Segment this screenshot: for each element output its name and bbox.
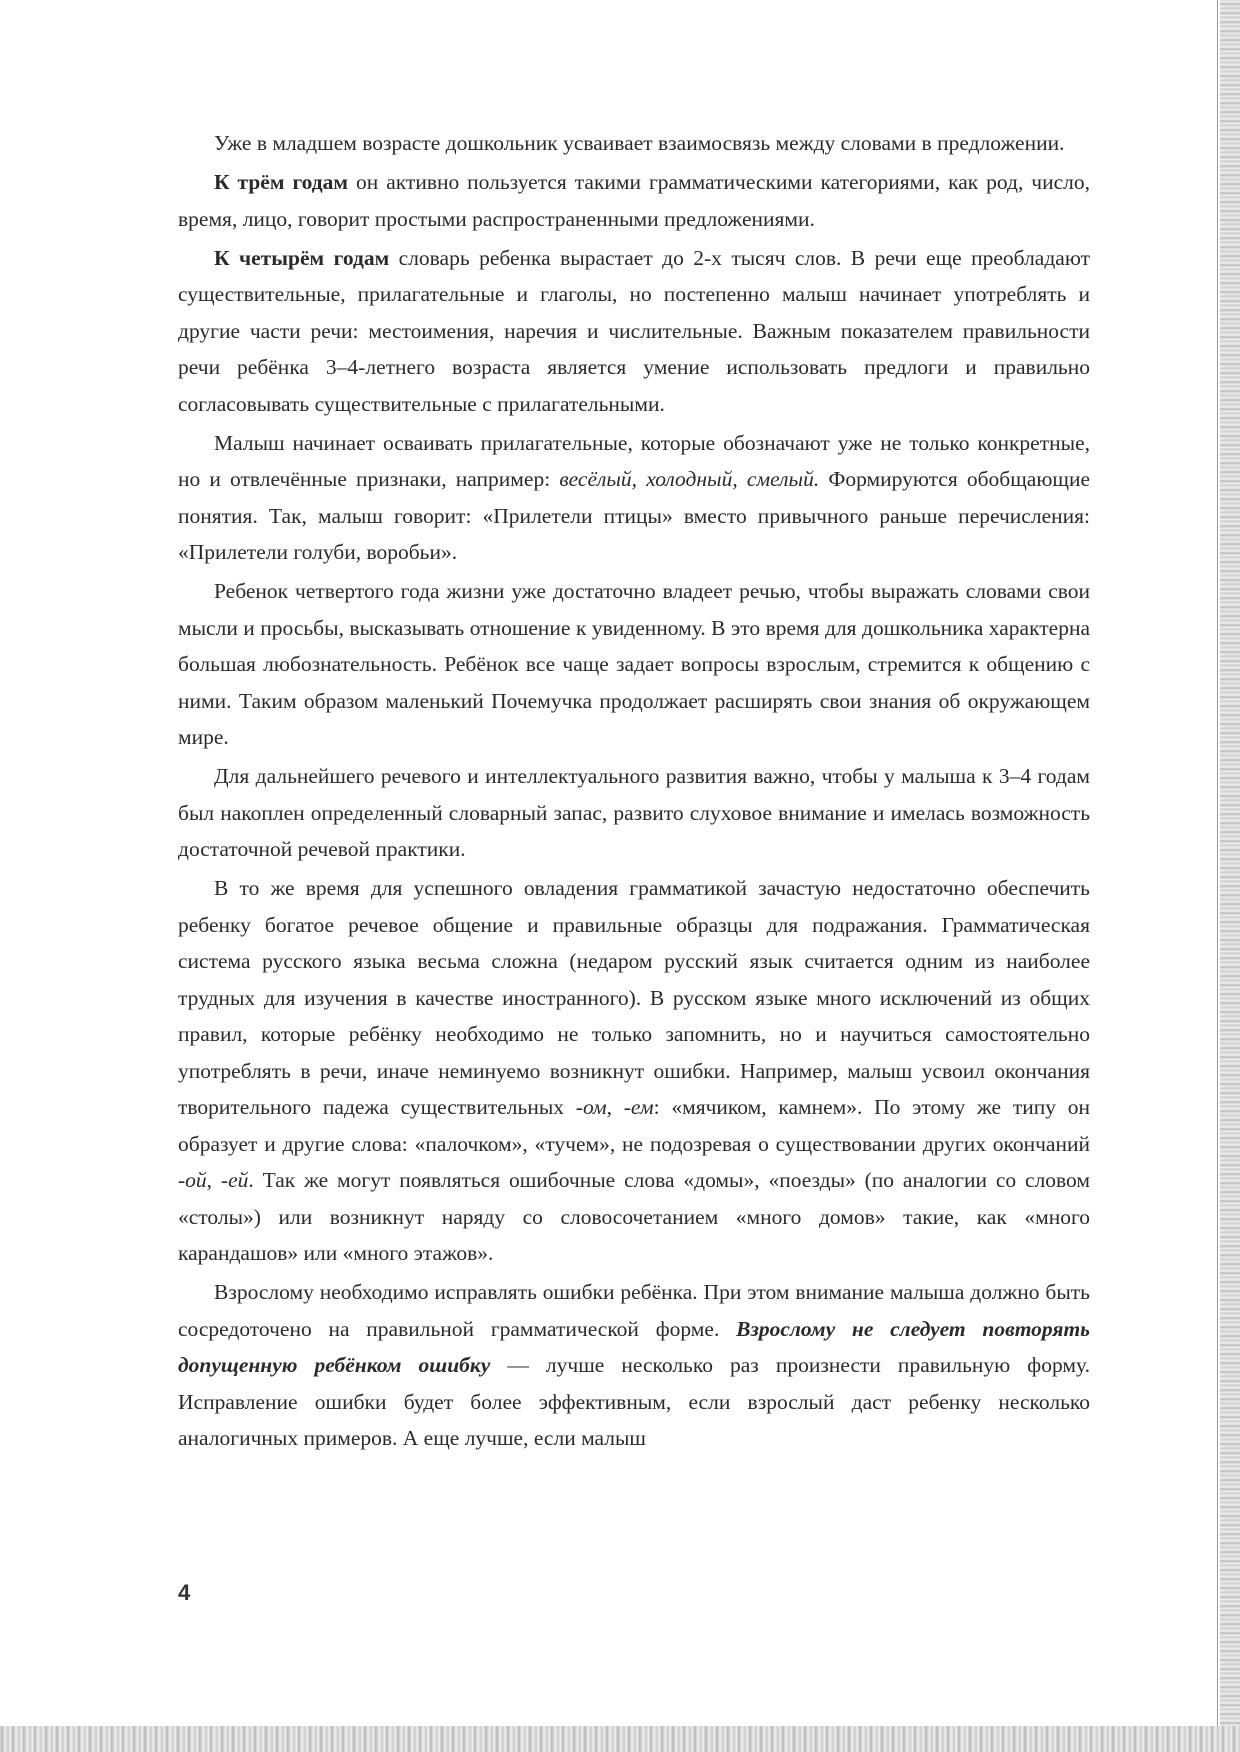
paragraph-4 bbox=[178, 425, 1090, 571]
paragraph-7-ending-om: -ом bbox=[575, 1095, 607, 1119]
paragraph-8-part2: — лучше несколько раз произнести правильную форму. Исправление ошибки будет более эффективным, если взрослый даст ребенку несколько аналогичных примеров. А еще лучше, если малыш bbox=[178, 1353, 1090, 1450]
paragraph-6-text: Для дальнейшего речевого и интеллектуального развития важно, чтобы у малыша к 3–4 годам был накоплен определенный словарный запас, развито слуховое внимание и имелась возможность достаточной речевой практики. bbox=[178, 764, 1090, 861]
paragraph-4-part2: Формируются обобщающие понятия. Так, малыш говорит: «Прилетели птицы» вместо привычного раньше перечисления: «Прилетели голуби, воробьи». bbox=[178, 467, 1090, 564]
paragraph-7 bbox=[178, 870, 1090, 1272]
paragraph-1-text: Уже в младшем возрасте дошкольник усваивает взаимосвязь между словами в предложении. bbox=[214, 131, 1065, 155]
page-border bbox=[1217, 0, 1218, 1726]
paragraph-4-part1: Малыш начинает осваивать прилагательные, которые обозначают уже не только конкретные, но и отвлечённые признаки, например: bbox=[178, 430, 1090, 491]
paragraph-5-text: Ребенок четвертого года жизни уже достаточно владеет речью, чтобы выражать словами свои мысли и просьбы, высказывать отношение к увиденному. В это время для дошкольника характерна большая любознательность. Ребёнок все чаще задает вопросы взрослым, стремится к общению с ними. Таким образом маленький Почемучка продолжает расширять свои знания об окружающем мире. bbox=[178, 579, 1090, 749]
paragraph-2 bbox=[178, 164, 1090, 237]
paragraph-5 bbox=[178, 573, 1090, 756]
body-text bbox=[178, 125, 1090, 1459]
page-number: 4 bbox=[178, 1580, 191, 1605]
paragraph-3-lead: К четырём годам bbox=[214, 245, 390, 270]
paragraph-7-part3: . Так же могут появляться ошибочные слова «домы», «поезды» (по аналогии со словом «столы») или возникнут наряду со словосочетанием «много домов» такие, как «много карандашов» или «много этажов». bbox=[178, 1168, 1090, 1265]
paragraph-7-part1: В то же время для успешного овладения грамматикой зачастую недостаточно обеспечить ребенку богатое речевое общение и правильные образцы для подражания. Грамматическая система русского языка весьма сложна (недаром русский язык считается одним из наиболее трудных для изучения в качестве иностранного). В русском языке много исключений из общих правил, которые ребёнку необходимо не только запомнить, но и научиться самостоятельно употреблять в речи, иначе неминуемо возникнут ошибки. Например, малыш усвоил окончания творительного падежа существительных bbox=[178, 876, 1090, 1119]
scan-edge-bottom bbox=[0, 1726, 1240, 1752]
paragraph-7-sep2: , bbox=[206, 1168, 221, 1192]
paragraph-3 bbox=[178, 240, 1090, 423]
scan-edge-right bbox=[1220, 0, 1240, 1752]
paragraph-8 bbox=[178, 1274, 1090, 1457]
paragraph-7-sep1: , bbox=[606, 1095, 624, 1119]
paragraph-3-text: словарь ребенка вырастает до 2-х тысяч слов. В речи еще преобладают существительные, прилагательные и глаголы, но постепенно малыш начинает употреблять и другие части речи: местоимения, наречия и числительные. Важным показателем правильности речи ребёнка 3–4-летнего возраста является умение использовать предлоги и правильно согласовывать существительные с прилагательными. bbox=[178, 245, 1091, 416]
paragraph-7-ending-em: -ем bbox=[623, 1095, 654, 1119]
paragraph-8-emphasis: Взрослому не следует повторять допущенную ребёнком ошибку bbox=[178, 1316, 1090, 1377]
paragraph-4-examples: весёлый, холодный, смелый. bbox=[559, 467, 820, 491]
paragraph-2-lead: К трём годам bbox=[214, 170, 349, 194]
paragraph-7-part2: : «мячиком, камнем». По этому же типу он образует и другие слова: «палочком», «тучем», не подозревая о существовании других окончаний bbox=[178, 1095, 1091, 1156]
paragraph-6 bbox=[178, 758, 1090, 868]
paragraph-1 bbox=[178, 125, 1090, 162]
paragraph-2-text: он активно пользуется такими грамматическими категориями, как род, число, время, лицо, говорит простыми распространенными предложениями. bbox=[178, 170, 1091, 231]
paragraph-7-ending-ey: -ей bbox=[220, 1168, 249, 1192]
paragraph-7-ending-oy: -ой bbox=[178, 1168, 207, 1192]
paragraph-8-part1: Взрослому необходимо исправлять ошибки ребёнка. При этом внимание малыша должно быть сосредоточено на правильной грамматической форме. bbox=[178, 1280, 1090, 1341]
